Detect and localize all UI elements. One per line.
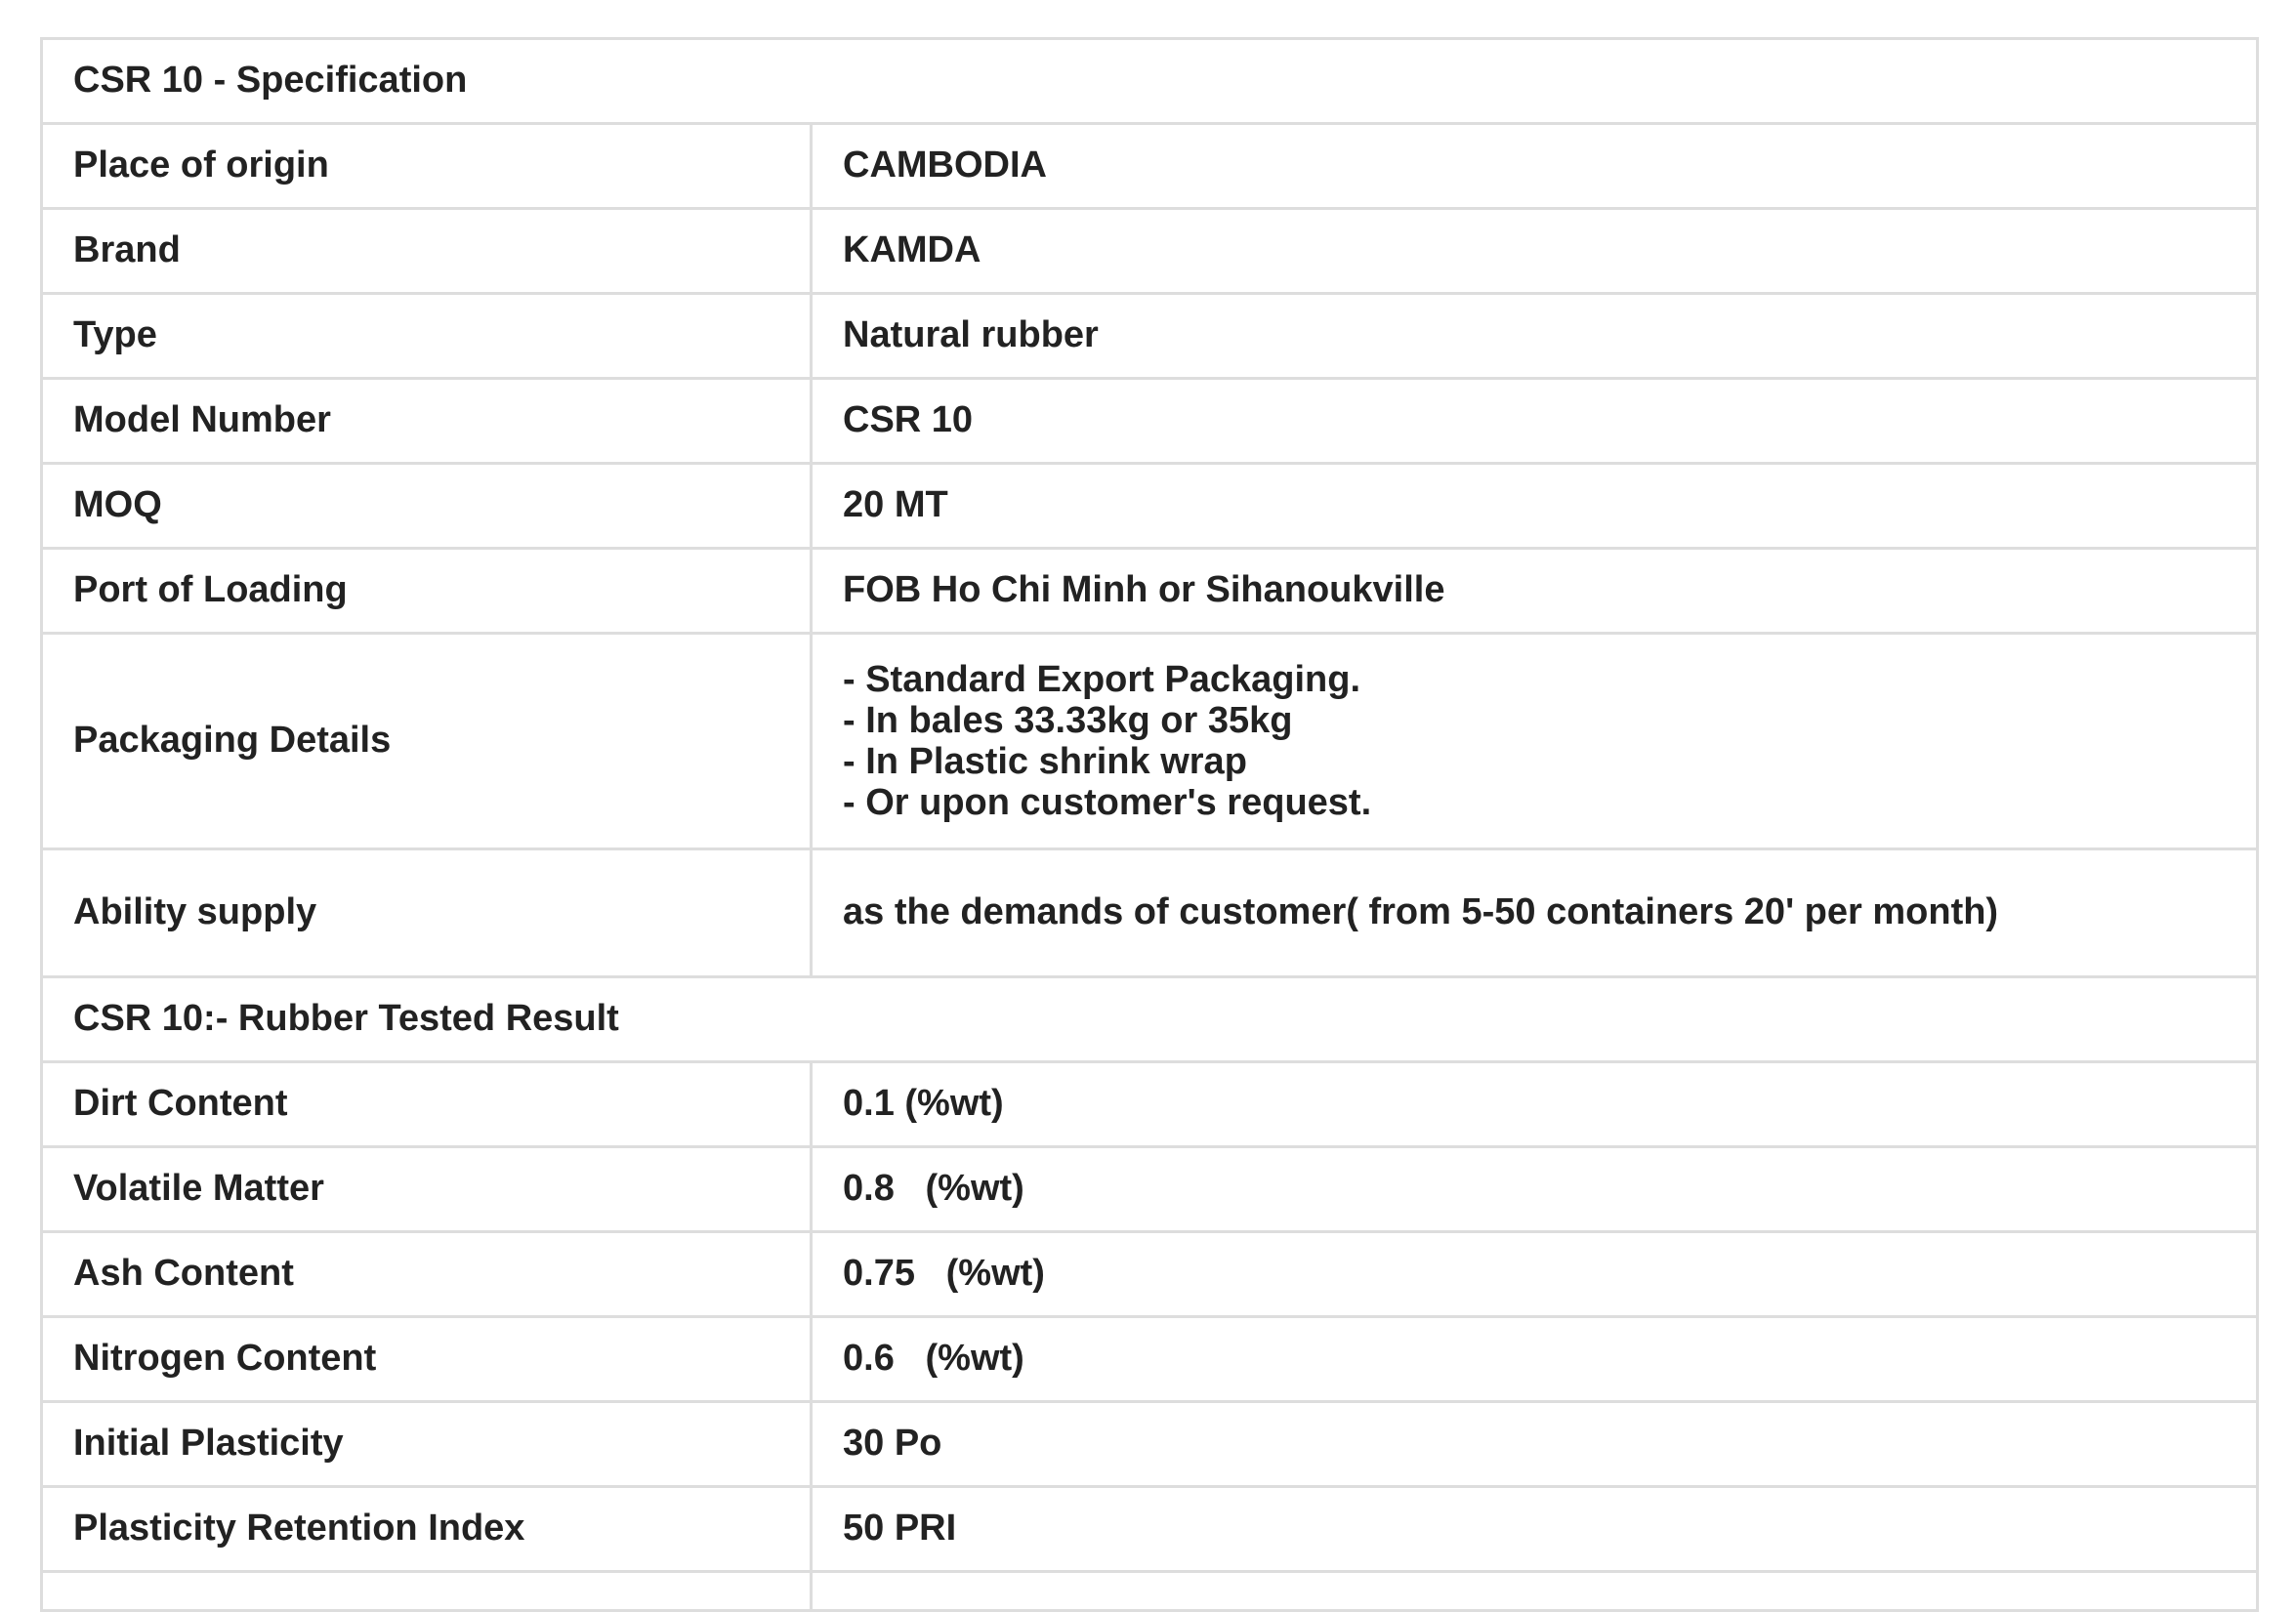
table-row bbox=[42, 1062, 2258, 1147]
row-value-empty bbox=[812, 1572, 2258, 1611]
row-value: CAMBODIA bbox=[812, 124, 2258, 209]
row-value: 20 MT bbox=[812, 464, 2258, 549]
section-header-tested-result bbox=[42, 977, 2258, 1062]
table-row bbox=[42, 1147, 2258, 1232]
table-row bbox=[42, 549, 2258, 634]
row-label: Type bbox=[42, 294, 812, 379]
table-row bbox=[42, 124, 2258, 209]
row-label: Initial Plasticity bbox=[42, 1402, 812, 1487]
row-value: - Standard Export Packaging. - In bales 33.33kg or 35kg - In Plastic shrink wrap - Or upon customer's request. bbox=[812, 634, 2258, 849]
row-value: 0.6 (%wt) bbox=[812, 1317, 2258, 1402]
row-label: Ability supply bbox=[42, 849, 812, 977]
table-row-partial bbox=[42, 1572, 2258, 1611]
section-title: CSR 10:- Rubber Tested Result bbox=[42, 977, 2258, 1062]
row-label: Place of origin bbox=[42, 124, 812, 209]
row-value: as the demands of customer( from 5-50 containers 20' per month) bbox=[812, 849, 2258, 977]
table-row bbox=[42, 1317, 2258, 1402]
table-row bbox=[42, 1232, 2258, 1317]
row-label: Brand bbox=[42, 209, 812, 294]
row-label: Model Number bbox=[42, 379, 812, 464]
row-label: Port of Loading bbox=[42, 549, 812, 634]
table-row bbox=[42, 294, 2258, 379]
row-value: CSR 10 bbox=[812, 379, 2258, 464]
row-value: KAMDA bbox=[812, 209, 2258, 294]
row-label: Packaging Details bbox=[42, 634, 812, 849]
table-row bbox=[42, 1487, 2258, 1572]
row-value: 50 PRI bbox=[812, 1487, 2258, 1572]
section-title: CSR 10 - Specification bbox=[42, 39, 2258, 124]
row-label: Plasticity Retention Index bbox=[42, 1487, 812, 1572]
row-value: 0.1 (%wt) bbox=[812, 1062, 2258, 1147]
row-value: 0.75 (%wt) bbox=[812, 1232, 2258, 1317]
row-label: Nitrogen Content bbox=[42, 1317, 812, 1402]
row-label: Ash Content bbox=[42, 1232, 812, 1317]
table-row bbox=[42, 209, 2258, 294]
row-value: 0.8 (%wt) bbox=[812, 1147, 2258, 1232]
spec-table bbox=[40, 37, 2259, 1612]
table-row bbox=[42, 464, 2258, 549]
row-label-empty bbox=[42, 1572, 812, 1611]
row-label: MOQ bbox=[42, 464, 812, 549]
table-row bbox=[42, 849, 2258, 977]
row-label: Dirt Content bbox=[42, 1062, 812, 1147]
row-value: 30 Po bbox=[812, 1402, 2258, 1487]
table-row bbox=[42, 379, 2258, 464]
row-value: Natural rubber bbox=[812, 294, 2258, 379]
row-label: Volatile Matter bbox=[42, 1147, 812, 1232]
section-header-specification bbox=[42, 39, 2258, 124]
table-row bbox=[42, 634, 2258, 849]
table-row bbox=[42, 1402, 2258, 1487]
row-value: FOB Ho Chi Minh or Sihanoukville bbox=[812, 549, 2258, 634]
